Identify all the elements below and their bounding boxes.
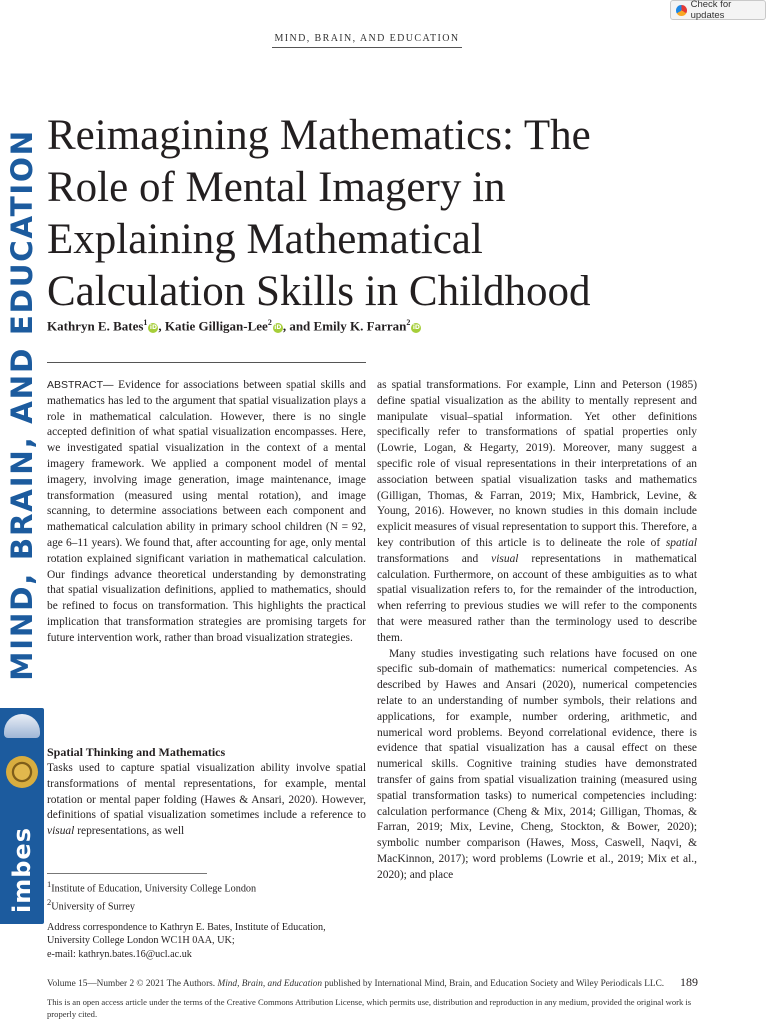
author-separator: , (158, 318, 165, 334)
orcid-icon[interactable]: iD (412, 324, 420, 332)
title-line: Calculation Skills in Childhood (47, 268, 591, 315)
journal-name: Mind, Brain, and Education (217, 979, 323, 989)
journal-side-banner (0, 110, 44, 700)
affiliation-marker: 2 (267, 318, 272, 327)
author-name: Kathryn E. Bates (47, 318, 144, 334)
body-paragraph (377, 378, 697, 647)
crossmark-icon (676, 5, 687, 16)
footer-citation-line (47, 975, 698, 990)
author-separator: , and (282, 318, 314, 334)
affiliation-marker: 2 (406, 318, 411, 327)
orcid-icon[interactable]: iD (149, 324, 157, 332)
orcid-icon[interactable]: iD (274, 324, 282, 332)
abstract-label: ABSTRACT— (47, 379, 114, 391)
affiliation-text: University of Surrey (51, 900, 135, 912)
title-line: Reimagining Mathematics: The (47, 112, 591, 159)
emphasis-text: visual (47, 825, 75, 838)
affiliation-2 (47, 896, 366, 914)
section-heading: Spatial Thinking and Mathematics (47, 745, 226, 759)
footer-citation (47, 979, 664, 989)
footnote-divider (47, 873, 207, 874)
article-title (47, 110, 707, 318)
emphasis-text: visual (491, 552, 519, 565)
correspondence-email[interactable]: e-mail: kathryn.bates.16@ucl.ac.uk (47, 948, 192, 960)
check-for-updates-label: Check for updates (690, 0, 732, 21)
page-number: 189 (680, 975, 698, 989)
body-paragraph: Many studies investigating such relations have focused on one specific sub-domain of mathematics: numerical competencies. As described by Hawes and Ansari (2020), numerical competencies relate to an understanding of number symbols, their relations and applications, for example, number ordering, arithmetic, and numerical word problems. Beyond correlational evidence, there is evidence that spatial visualization has a causal effect on these numerical skills. Cognitive training studies have demonstrated transfer of gains from spatial visualization training (measured using spatial transformation tasks) to numerical competencies including: calculation performance (Cheng & Mix, 2014; Gilligan, Thomas, & Farran, 2019; Mix, Levine, Cheng, Stockton, & Bower, 2020); symbolic number comparison (Hawes, Moss, Caswell, Naqvi, & MacKinnon, 2017); word problems (Lowrie et al., 2019; Mix et al., 2020); and place (377, 647, 697, 881)
title-line: Explaining Mathematical (47, 216, 483, 263)
affiliation-1 (47, 878, 366, 896)
body-text: Tasks used to capture spatial visualization ability involve spatial transformations of mental representations, for example, mental rotation or mental paper folding (Hawes & Ansari, 2020). However, definitions of spatial visualization sometimes include a reference to (47, 762, 366, 822)
correspondence-line: Address correspondence to Kathryn E. Bates, Institute of Education, (47, 922, 326, 934)
citation-text: Volume 15—Number 2 © 2021 The Authors. (47, 979, 218, 989)
affiliation-number: 2 (47, 896, 52, 907)
body-text: as spatial transformations. For example, Linn and Peterson (1985) define spatial visualization as the ability to mentally represent and manipulate visual–spatial information. Yet other definitions specifically refer to transformations of spatial properties only (Lowrie, Logan, & Hegarty, 2019). Moreover, many suggest a specific role of visual representations in their interpretations of an association between spatial visualization tasks and mathematics (Gilligan, Thomas, & Farran, 2019; Mix, Hambrick, Levine, & Young, 2016). However, no known studies in this domain include explicit measures of visual representation to support this. Therefore, a key contribution of this article is to delineate the role of (377, 379, 697, 549)
affiliation-number: 1 (47, 879, 52, 889)
abstract-block (47, 378, 366, 647)
author-name: Emily K. Farran (313, 318, 407, 334)
affiliation-text: Institute of Education, University College London (51, 883, 257, 895)
abstract-text: Evidence for associations between spatial skills and mathematics has led to the argument that spatial visualization plays a role in mathematical calculation. However, there is no single accepted definition of what spatial visualization encompasses. Here, we investigated spatial visualization in the context of a mental imagery framework. We applied a component model of mental imagery, involving image generation, image maintenance, image transformation (measured using mental rotation), and image scanning, to determine associations between each component and mathematical calculation ability in primary school children (N = 92, age 6–11 years). We found that, after accounting for age, only mental rotation explained significant variation in mathematical calculation. Our findings advance theoretical understanding by demonstrating that spatial visualization definitions, applied to mathematics, should be refined to focus on transformation. This highlights the practical implication that transformation strategies are promising targets for future intervention work, rather than broad visualization strategies. (47, 379, 366, 644)
page-footer (47, 975, 698, 1020)
affiliation-marker: 1 (143, 318, 148, 327)
author-list (47, 318, 421, 334)
right-column (377, 378, 697, 884)
body-text: transformations and (377, 552, 492, 565)
author-name: Katie Gilligan-Lee (164, 318, 268, 334)
body-text: representations, as well (74, 825, 185, 838)
body-paragraph (47, 761, 366, 840)
logo-text: imbes (8, 827, 36, 913)
journal-side-title: MIND, BRAIN, AND EDUCATION (5, 129, 39, 681)
logo-seal-icon (6, 756, 38, 788)
logo-globe-icon (4, 714, 40, 738)
abstract-paragraph (47, 378, 366, 647)
body-text: representations in mathematical calculation. Furthermore, on account of these ambiguities as to what spatial visualization refers to, for the remainder of the introduction, when referring to previous studies we will refer to the components that were measured rather than the terminology used to describe them. (377, 552, 697, 644)
society-logo (0, 708, 44, 924)
emphasis-text: spatial (665, 536, 697, 549)
citation-text: published by International Mind, Brain, and Education Society and Wiley Periodicals LLC. (322, 979, 665, 989)
check-for-updates-button[interactable] (670, 0, 766, 20)
title-line: Role of Mental Imagery in (47, 164, 506, 211)
abstract-divider (47, 362, 366, 363)
section-body (47, 761, 366, 840)
license-statement: This is an open access article under the terms of the Creative Commons Attribution License, which permits use, distribution and reproduction in any medium, provided the original work is properly cited. (47, 997, 692, 1019)
footnotes (47, 878, 366, 961)
journal-running-header: MIND, BRAIN, AND EDUCATION (272, 33, 462, 48)
correspondence-line: University College London WC1H 0AA, UK; (47, 935, 235, 947)
